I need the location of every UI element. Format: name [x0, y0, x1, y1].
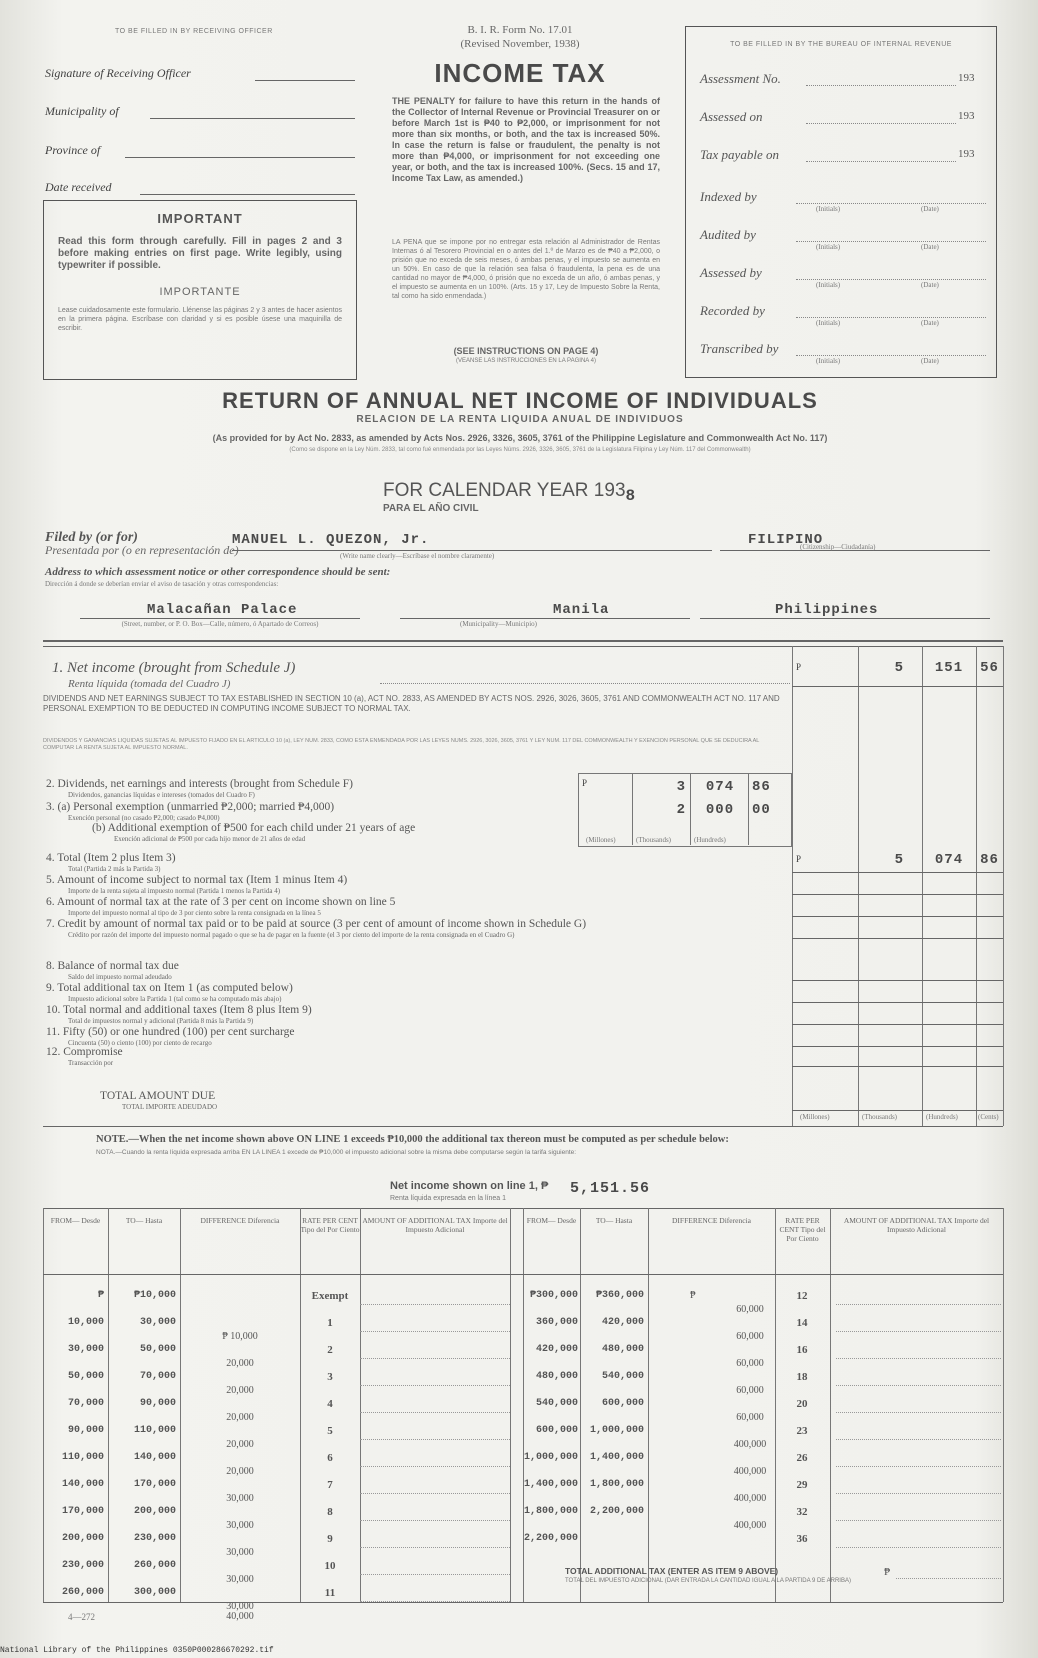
- address-label-es: Dirección á donde se deberían enviar el aviso de tasación y otras correspondencias:: [45, 580, 279, 588]
- bureau-field-line[interactable]: [806, 85, 956, 86]
- address-label: Address to which assessment notice or other correspondence should be sent:: [45, 566, 391, 578]
- table-header: DIFFERENCE Diferencia: [200, 1216, 280, 1225]
- bureau-box: [685, 26, 997, 378]
- bureau-field-suffix: 193: [958, 148, 975, 160]
- rate-from: ₱300,000: [529, 1290, 578, 1301]
- filed-by-label: Filed by (or for): [45, 530, 138, 545]
- item-label-es: Cincuenta (50) o ciento (100) por ciento de recargo: [68, 1039, 212, 1047]
- importante-title: IMPORTANTE: [159, 286, 241, 298]
- table-bottom-rule: [43, 1602, 1003, 1603]
- item-label-es: Total (Partida 2 más la Partida 3): [68, 865, 161, 873]
- rate-percent: 6: [327, 1452, 333, 1464]
- act-text-es: (Como se dispone en la Ley Núm. 2833, tal como fué enmendada por las Leyes Núms. 2926, 3326, 3605, 3761 de la Legislatura Filipina y Ley Núm. 117 del Commonwealth): [289, 447, 751, 453]
- table-col-line: [180, 1208, 181, 1602]
- rate-amount-line[interactable]: [360, 1385, 510, 1386]
- item-label: 4. Total (Item 2 plus Item 3): [46, 852, 176, 864]
- initials-hint: (Initials): [816, 281, 841, 289]
- rate-from: 170,000: [61, 1506, 104, 1517]
- act-text: (As provided for by Act No. 2833, as amended by Acts Nos. 2926, 3326, 3605, 3761 of the Philippine Legislature and Commonwealth Act No. 117): [212, 433, 828, 443]
- item2-peso: P: [582, 778, 588, 788]
- rate-amount-line[interactable]: [836, 1412, 1001, 1413]
- line1-hundreds[interactable]: 151: [934, 660, 964, 676]
- rate-to: 260,000: [133, 1560, 176, 1571]
- rate-percent: 4: [327, 1398, 333, 1410]
- rate-to: ₱10,000: [133, 1290, 176, 1301]
- calendar-year-digit[interactable]: 8: [625, 487, 637, 505]
- municipality-label: Municipality of: [45, 104, 119, 118]
- item-label-es: Importe del impuesto normal al tipo de 3 por ciento sobre la renta consignada en la línea 5: [68, 909, 321, 917]
- rate-diff: 60,000: [736, 1304, 764, 1315]
- item-amount-line[interactable]: [792, 894, 1003, 895]
- rate-from: 110,000: [61, 1452, 104, 1463]
- filer-name[interactable]: MANUEL L. QUEZON, Jr.: [232, 532, 430, 548]
- col-hundreds: (Hundreds): [926, 1113, 958, 1121]
- street-hint: (Street, number, or P. O. Box—Calle, número, ó Apartado de Correos): [121, 620, 319, 628]
- date-hint: (Date): [921, 319, 939, 327]
- item-label-es: Crédito por razón del importe del impuesto normal pagado o que se ha de pagar en la fuente (el 3 por ciento del importe de la renta consignada en el Cuadro G): [68, 931, 515, 939]
- initials-hint: (Initials): [816, 243, 841, 251]
- item4-thousands[interactable]: 5: [894, 852, 904, 868]
- rate-diff: 20,000: [226, 1439, 254, 1450]
- item-amount-line[interactable]: [792, 1024, 1003, 1025]
- filer-name-hint: (Write name clearly—Escríbase el nombre claramente): [340, 552, 495, 560]
- signature-label: Signature of Receiving Officer: [45, 66, 191, 80]
- rate-amount-line[interactable]: [360, 1412, 510, 1413]
- table-header: FROM— Desde: [50, 1216, 101, 1225]
- item-amount-line[interactable]: [792, 1002, 1003, 1003]
- bureau-sign-line[interactable]: [796, 241, 986, 242]
- item-amount-line[interactable]: [792, 1066, 1003, 1067]
- rate-to: 50,000: [139, 1344, 176, 1355]
- rate-diff: 20,000: [226, 1385, 254, 1396]
- rate-to: 200,000: [133, 1506, 176, 1517]
- form-code: 4—272: [68, 1612, 95, 1622]
- rate-diff-last: 40,000: [226, 1611, 254, 1622]
- table-header: FROM— Desde: [526, 1216, 577, 1225]
- rate-diff: 30,000: [226, 1574, 254, 1585]
- table-col-line: [580, 1208, 581, 1602]
- item-label-es: Saldo del impuesto normal adeudado: [68, 973, 172, 981]
- rate-from: 360,000: [535, 1317, 578, 1328]
- importante-text: Lease cuidadosamente este formulario. Llénense las páginas 2 y 3 antes de hacer asientos en la primera página. Escríbase con claridad y si es posible úsese una maquinilla de escribir.: [58, 307, 342, 332]
- amount-col-1: [792, 646, 793, 1126]
- section-top-rule: [43, 640, 1003, 642]
- net-income-es: Renta líquida expresada en la línea 1: [390, 1195, 506, 1202]
- item-label-es: TOTAL IMPORTE ADEUDADO: [122, 1103, 218, 1111]
- rate-diff: 30,000: [226, 1547, 254, 1558]
- rate-to: 600,000: [601, 1398, 644, 1409]
- rate-diff: 60,000: [736, 1331, 764, 1342]
- street-line: [80, 618, 360, 619]
- rate-from: ₱: [97, 1290, 104, 1301]
- amount-col-2: [858, 646, 859, 1126]
- rate-diff: 20,000: [226, 1358, 254, 1369]
- item4-peso: P: [796, 854, 802, 864]
- item-amount-line[interactable]: [792, 916, 1003, 917]
- item-label-es: Dividendos, ganancias líquidas e intereses (tomados del Cuadro F): [68, 791, 255, 799]
- rate-amount-line[interactable]: [836, 1493, 1001, 1494]
- province-label: Province of: [45, 143, 101, 157]
- bureau-field-suffix: 193: [958, 72, 975, 84]
- item-label-es: Impuesto adicional sobre la Partida 1 (tal como se ha computado más abajo): [68, 995, 282, 1003]
- rate-percent: 2: [327, 1344, 333, 1356]
- rate-percent: 29: [796, 1479, 808, 1491]
- rate-to: 540,000: [601, 1371, 644, 1382]
- col-cents: (Cents): [978, 1113, 999, 1121]
- filer-citizenship[interactable]: FILIPINO: [748, 532, 824, 548]
- rate-percent: 1: [327, 1317, 333, 1329]
- rate-to: 90,000: [139, 1398, 176, 1409]
- municipality-addr-line: [400, 618, 690, 619]
- table-header: RATE PER CENT Tipo del Por Ciento: [300, 1216, 360, 1234]
- line1-bottom: [792, 686, 1003, 687]
- item-label-es: Importe de la renta sujeta al impuesto normal (Partida 1 menos la Partida 4): [68, 887, 281, 895]
- rate-amount-line[interactable]: [836, 1331, 1001, 1332]
- bureau-note: TO BE FILLED IN BY THE BUREAU OF INTERNAL REVENUE: [730, 41, 952, 48]
- rate-from: 1,800,000: [524, 1506, 579, 1517]
- bureau-sign-label: Recorded by: [700, 303, 765, 318]
- rate-from: 70,000: [67, 1398, 104, 1409]
- receiving-note: TO BE FILLED IN BY RECEIVING OFFICER: [115, 28, 273, 35]
- rate-percent: 5: [327, 1425, 333, 1437]
- table-col-line: [43, 1208, 44, 1602]
- rate-to: 170,000: [133, 1479, 176, 1490]
- vease-instructions: (VEANSE LAS INSTRUCCIONES EN LA PAGINA 4): [456, 358, 596, 364]
- rate-from: 140,000: [61, 1479, 104, 1490]
- table-header: DIFFERENCE Diferencia: [672, 1216, 751, 1225]
- item-label: 11. Fifty (50) or one hundred (100) per cent surcharge: [46, 1026, 295, 1038]
- col-millions: (Millones): [800, 1113, 830, 1121]
- col-thousands: (Thousands): [862, 1113, 897, 1121]
- rate-from: 2,200,000: [524, 1533, 579, 1544]
- line1-thousands[interactable]: 5: [894, 660, 904, 676]
- bureau-field-label: Assessed on: [700, 109, 763, 124]
- rate-percent: 18: [796, 1371, 808, 1383]
- bureau-sign-label: Audited by: [700, 227, 756, 242]
- return-subtitle: RELACION DE LA RENTA LIQUIDA ANUAL DE INDIVIDUOS: [356, 414, 684, 425]
- rate-diff: 400,000: [733, 1493, 767, 1504]
- bureau-sign-label: Transcribed by: [700, 341, 779, 356]
- rate-diff: 400,000: [733, 1439, 767, 1450]
- item-label: 5. Amount of income subject to normal tax (Item 1 minus Item 4): [46, 874, 348, 886]
- table-header: TO— Hasta: [125, 1216, 163, 1225]
- initials-hint: (Initials): [816, 319, 841, 327]
- rate-from: 600,000: [535, 1425, 578, 1436]
- col-thousands-inner: (Thousands): [636, 836, 671, 844]
- address-street[interactable]: Malacañan Palace: [147, 602, 298, 618]
- rate-diff: 20,000: [226, 1412, 254, 1423]
- section-top-rule-2: [43, 646, 1003, 647]
- income-tax-title: INCOME TAX: [434, 58, 606, 88]
- date-hint: (Date): [921, 281, 939, 289]
- item-label-es: Exención personal (no casado ₱2,000; casado ₱4,000): [68, 814, 220, 822]
- bureau-field-label: Assessment No.: [700, 71, 781, 86]
- item3-cents[interactable]: 00: [752, 802, 771, 818]
- form-revised: (Revised November, 1938): [460, 38, 580, 50]
- item-label-es: Transacción por: [68, 1059, 114, 1067]
- table-col-line: [1003, 1208, 1004, 1602]
- dividends-note-es: DIVIDENDOS Y GANANCIAS LIQUIDAS SUJETAS AL IMPUESTO FIJADO EN EL ARTICULO 10 (a), LEY NUM. 2833, COMO ESTA ENMENDADA POR LAS LEYES NUMS. 2926, 3026, 3605, 3761 Y LEY NUM. 117 DEL COMMONWEALTH Y EXENCION PERSONAL QUE SE DEDUCIRA AL COMPUTAR LA RENTA SUJETA AL IMPUESTO NORMAL.: [43, 738, 760, 751]
- table-col-line: [108, 1208, 109, 1602]
- rate-to: 300,000: [133, 1587, 176, 1598]
- bureau-sign-line[interactable]: [796, 279, 986, 280]
- rate-from: 200,000: [61, 1533, 104, 1544]
- rate-percent: 14: [796, 1317, 808, 1329]
- rate-percent: 12: [796, 1290, 808, 1302]
- date-hint: (Date): [921, 357, 939, 365]
- rate-diff: 60,000: [736, 1412, 764, 1423]
- initials-hint: (Initials): [816, 205, 841, 213]
- table-header: TO— Hasta: [595, 1216, 633, 1225]
- amount-col-3: [922, 646, 923, 1126]
- table-header: RATE PER CENT Tipo del Por Ciento: [779, 1216, 826, 1243]
- item-label-es: Exención adicional de ₱500 por cada hijo menor de 21 años de edad: [114, 835, 306, 843]
- rate-percent: 9: [327, 1533, 333, 1545]
- address-country[interactable]: Philippines: [775, 602, 879, 618]
- table-col-line: [648, 1208, 649, 1602]
- inner-col-3: [748, 773, 749, 845]
- item-label: 8. Balance of normal tax due: [46, 960, 179, 972]
- rate-from: 30,000: [67, 1344, 104, 1355]
- line1-label-es: Renta líquida (tomada del Cuadro J): [68, 678, 231, 690]
- rate-to: ₱360,000: [595, 1290, 644, 1301]
- rate-to: 420,000: [601, 1317, 644, 1328]
- rate-diff: 400,000: [733, 1466, 767, 1477]
- line1-peso: P: [796, 662, 802, 672]
- item-amount-line[interactable]: [792, 1046, 1003, 1047]
- rate-percent: 23: [796, 1425, 808, 1437]
- item4-cents[interactable]: 86: [980, 852, 999, 868]
- table-col-line: [510, 1208, 511, 1602]
- rate-amount-line[interactable]: [360, 1466, 510, 1467]
- country-line: [700, 618, 990, 619]
- line1-leader: [380, 683, 790, 684]
- rate-percent: 8: [327, 1506, 333, 1518]
- rate-to: 70,000: [139, 1371, 176, 1382]
- rate-from: 260,000: [61, 1587, 104, 1598]
- rate-from: 480,000: [535, 1371, 578, 1382]
- rate-percent: 16: [796, 1344, 808, 1356]
- rate-amount-line[interactable]: [836, 1520, 1001, 1521]
- province-line[interactable]: [125, 157, 355, 158]
- item-label: 9. Total additional tax on Item 1 (as computed below): [46, 982, 293, 994]
- rate-amount-line[interactable]: [836, 1547, 1001, 1548]
- rate-amount-line[interactable]: [360, 1358, 510, 1359]
- rate-to: 1,400,000: [589, 1452, 644, 1463]
- item-label: 2. Dividends, net earnings and interests (brought from Schedule F): [46, 778, 353, 790]
- rate-amount-line[interactable]: [360, 1574, 510, 1575]
- penalty-text: THE PENALTY for failure to have this return in the hands of the Collector of Internal Revenue or Provincial Treasurer on or before March 1st is ₱40 to ₱2,000, or imprisonment for not more than six months, or both, and the tax is increased 50%. In case the return is false or fraudulent, the penalty is not more than ₱4,000, or imprisonment for not exceeding one year, or both, and the tax is increased 100%. (Secs. 15 and 17, Income Tax Law, as amended.): [392, 96, 660, 183]
- bureau-field-suffix: 193: [958, 110, 975, 122]
- rate-from: 420,000: [535, 1344, 578, 1355]
- rate-amount-line[interactable]: [836, 1304, 1001, 1305]
- rate-percent: 3: [327, 1371, 333, 1383]
- rate-amount-line[interactable]: [360, 1331, 510, 1332]
- dividends-note: DIVIDENDS AND NET EARNINGS SUBJECT TO TAX ESTABLISHED IN SECTION 10 (a), ACT NO. 2833, AS AMENDED BY ACTS NOS. 2926, 3026, 3605, 3761 AND COMMONWEALTH ACT NO. 117 AND PERSONAL EXEMPTION TO BE DEDUCTED IN COMPUTING INCOME SUBJECT TO NORMAL TAX.: [43, 694, 780, 713]
- item-label-es: Total de impuestos normal y adicional (Partida 8 más la Partida 9): [68, 1017, 254, 1025]
- table-col-line: [775, 1208, 776, 1602]
- date-hint: (Date): [921, 205, 939, 213]
- bureau-field-line[interactable]: [806, 123, 956, 124]
- rate-percent: Exempt: [311, 1290, 349, 1302]
- rate-amount-line[interactable]: [836, 1466, 1001, 1467]
- item-amount-line[interactable]: [792, 1110, 1003, 1111]
- item-amount-line[interactable]: [792, 980, 1003, 981]
- rate-percent: 11: [324, 1587, 336, 1599]
- rate-to: 30,000: [139, 1317, 176, 1328]
- rate-from: 230,000: [61, 1560, 104, 1571]
- rate-diff: ₱: [690, 1290, 696, 1301]
- pena-text: LA PENA que se impone por no entregar esta relación al Administrador de Rentas Internas ó al Tesorero Provincial en o antes del 1.º de Marzo es de ₱40 a ₱2,000, o prisión que no exceda de seis meses, ó ambas penas, y el impuesto se aumenta en un 50%. En caso de que la relación sea falsa ó fraudulenta, la pena es de una cantidad no mayor de ₱4,000, ó prisión que no exceda de un año, ó ambas penas, y el impuesto se aumenta en un 100%. (Arts. 15 y 17, Ley de Impuesto Sobre la Renta, tal como ha sido enmendada.): [392, 239, 660, 300]
- item-amount-line[interactable]: [792, 938, 1003, 939]
- table-header: AMOUNT OF ADDITIONAL TAX Importe del Impuesto Adicional: [843, 1216, 990, 1234]
- rate-to: 480,000: [601, 1344, 644, 1355]
- return-title: RETURN OF ANNUAL NET INCOME OF INDIVIDUALS: [222, 388, 818, 413]
- item-label: TOTAL AMOUNT DUE: [100, 1090, 216, 1102]
- calendar-year-label: FOR CALENDAR YEAR 193: [383, 480, 626, 501]
- form-number: B. I. R. Form No. 17.01: [467, 24, 573, 36]
- inner-col-1: [632, 773, 633, 845]
- item2-hundreds[interactable]: 074: [705, 779, 735, 795]
- municipality-addr-hint: (Municipality—Municipio): [460, 620, 537, 628]
- see-instructions: (SEE INSTRUCTIONS ON PAGE 4): [453, 346, 599, 356]
- rate-percent: 26: [796, 1452, 808, 1464]
- rate-diff: ₱ 10,000: [222, 1331, 258, 1342]
- presentada-label: Presentada por (o en representación de): [45, 543, 239, 557]
- rate-percent: 10: [324, 1560, 336, 1572]
- item-label: 7. Credit by amount of normal tax paid or to be paid at source (3 per cent of amount of income shown in Schedule G): [46, 918, 587, 930]
- municipality-line[interactable]: [150, 118, 355, 119]
- table-header: AMOUNT OF ADDITIONAL TAX Importe del Impuesto Adicional: [362, 1216, 508, 1234]
- rate-amount-line[interactable]: [360, 1493, 510, 1494]
- date-hint: (Date): [921, 243, 939, 251]
- rate-percent: 20: [796, 1398, 808, 1410]
- bureau-field-label: Tax payable on: [700, 147, 779, 162]
- bureau-sign-label: Indexed by: [700, 189, 757, 204]
- rate-to: 110,000: [133, 1425, 176, 1436]
- rate-from: 10,000: [67, 1317, 104, 1328]
- item-amount-line[interactable]: [792, 872, 1003, 873]
- filer-name-line: [232, 550, 712, 551]
- rate-from: 90,000: [67, 1425, 104, 1436]
- rate-amount-line[interactable]: [836, 1358, 1001, 1359]
- rate-percent: 7: [327, 1479, 333, 1491]
- rate-diff: 60,000: [736, 1358, 764, 1369]
- total-additional-peso: ₱: [884, 1566, 891, 1578]
- rate-percent: 32: [796, 1506, 808, 1518]
- col-hundreds-inner: (Hundreds): [694, 836, 726, 844]
- item-label: 6. Amount of normal tax at the rate of 3 per cent on income shown on line 5: [46, 896, 396, 908]
- calendar-year-es: PARA EL AÑO CIVIL: [383, 503, 479, 514]
- line1-cents[interactable]: 56: [980, 660, 999, 676]
- table-col-line: [360, 1208, 361, 1602]
- rate-percent: 36: [796, 1533, 808, 1545]
- rate-diff: 30,000: [226, 1520, 254, 1531]
- table-col-line: [830, 1208, 831, 1602]
- bureau-field-line[interactable]: [806, 161, 956, 162]
- total-additional-label: TOTAL ADDITIONAL TAX (ENTER AS ITEM 9 ABOVE): [565, 1566, 779, 1576]
- rate-to: 2,200,000: [589, 1506, 644, 1517]
- item2-thousands[interactable]: 3: [676, 779, 686, 795]
- rate-diff: 30,000: [226, 1601, 254, 1612]
- net-income-label: Net income shown on line 1, ₱: [390, 1180, 549, 1192]
- item2-cents[interactable]: 86: [752, 779, 771, 795]
- total-additional-es: TOTAL DEL IMPUESTO ADICIONAL (DAR ENTRADA LA CANTIDAD IGUAL A LA PARTIDA 9 DE ARRIBA): [565, 1578, 851, 1584]
- address-municipality[interactable]: Manila: [553, 602, 610, 618]
- calendar-year: [383, 480, 637, 505]
- date-received-label: Date received: [45, 180, 112, 194]
- rate-diff: 400,000: [733, 1520, 767, 1531]
- important-box: [43, 200, 357, 380]
- bureau-sign-line[interactable]: [796, 203, 986, 204]
- total-additional-line[interactable]: [896, 1578, 1001, 1579]
- table-col-line: [300, 1208, 301, 1602]
- note-text: NOTE.—When the net income shown above ON LINE 1 exceeds ₱10,000 the additional tax thereon must be computed as per schedule below:: [96, 1134, 729, 1145]
- rate-amount-line[interactable]: [360, 1304, 510, 1305]
- rate-diff: 30,000: [226, 1493, 254, 1504]
- col-millions-inner: (Millones): [586, 836, 616, 844]
- rate-to: 140,000: [133, 1452, 176, 1463]
- bureau-sign-line[interactable]: [796, 355, 986, 356]
- amount-col-5: [1003, 646, 1004, 1126]
- important-title: IMPORTANT: [157, 211, 243, 226]
- item-label: 3. (a) Personal exemption (unmarried ₱2,000; married ₱4,000): [46, 801, 335, 813]
- line1-label: 1. Net income (brought from Schedule J): [52, 660, 296, 676]
- note-text-es: NOTA.—Cuando la renta líquida expresada arriba EN LA LINEA 1 excede de ₱10,000 el impuesto adicional sobre la misma debe computarse según la tarifa siguiente:: [96, 1149, 577, 1156]
- date-received-line[interactable]: [140, 194, 355, 195]
- net-income-value[interactable]: 5,151.56: [570, 1180, 651, 1197]
- item-label: 10. Total normal and additional taxes (Item 8 plus Item 9): [46, 1004, 312, 1016]
- item3-thousands[interactable]: 2: [676, 802, 686, 818]
- rate-from: 1,000,000: [524, 1452, 579, 1463]
- rate-amount-line[interactable]: [360, 1520, 510, 1521]
- item4-hundreds[interactable]: 074: [934, 852, 964, 868]
- amount-col-4: [976, 646, 977, 1126]
- bureau-sign-line[interactable]: [796, 317, 986, 318]
- item-label: (b) Additional exemption of ₱500 for each child under 21 years of age: [92, 822, 416, 834]
- signature-line[interactable]: [255, 80, 355, 81]
- item-label: 12. Compromise: [46, 1046, 123, 1058]
- items-bottom-rule: [43, 1126, 1003, 1127]
- bureau-sign-label: Assessed by: [700, 265, 762, 280]
- item3-hundreds[interactable]: 000: [705, 802, 735, 818]
- important-text: Read this form through carefully. Fill in pages 2 and 3 before making entries on first page. Write legibly, using typewriter if possible.: [58, 236, 342, 271]
- rate-amount-line[interactable]: [360, 1439, 510, 1440]
- rate-to: 1,000,000: [589, 1425, 644, 1436]
- inner-col-2: [690, 773, 691, 845]
- archive-caption: National Library of the Philippines 0350P000286670292.tif: [0, 1646, 274, 1655]
- rate-from: 1,400,000: [524, 1479, 579, 1490]
- rate-amount-line[interactable]: [360, 1547, 510, 1548]
- rate-from: 50,000: [67, 1371, 104, 1382]
- rate-from: 540,000: [535, 1398, 578, 1409]
- rate-amount-line[interactable]: [836, 1439, 1001, 1440]
- rate-amount-line[interactable]: [836, 1385, 1001, 1386]
- rate-diff: 60,000: [736, 1385, 764, 1396]
- rate-to: 230,000: [133, 1533, 176, 1544]
- rate-diff: 20,000: [226, 1466, 254, 1477]
- initials-hint: (Initials): [816, 357, 841, 365]
- rate-to: 1,800,000: [589, 1479, 644, 1490]
- citizenship-hint: (Citizenship—Ciudadanía): [800, 543, 876, 551]
- table-header-rule: [43, 1274, 1003, 1275]
